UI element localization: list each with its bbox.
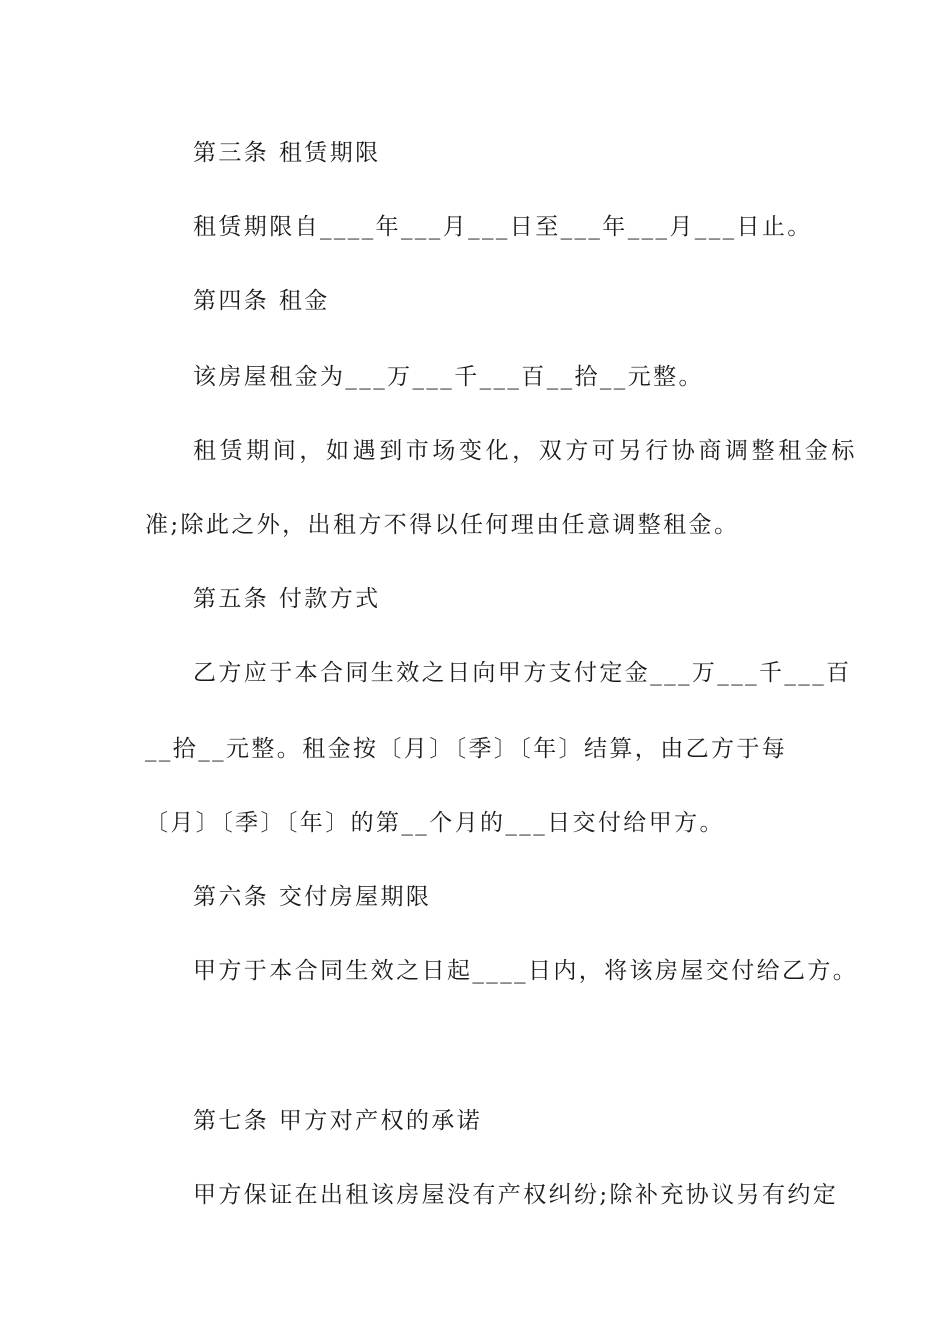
rent-adjust-text-line-2: 准;除此之外，出租方不得以任何理由任意调整租金。 xyxy=(145,512,740,538)
article-7-heading: 第七条 甲方对产权的承诺 xyxy=(193,1108,483,1134)
article-3-heading: 第三条 租赁期限 xyxy=(193,140,381,166)
delivery-term-text: 甲方于本合同生效之日起____日内，将该房屋交付给乙方。 xyxy=(193,958,859,984)
rent-adjust-text-line-1: 租赁期间，如遇到市场变化，双方可另行协商调整租金标 xyxy=(193,438,858,464)
payment-text-line-3: 〔月〕〔季〕〔年〕的第__个月的___日交付给甲方。 xyxy=(145,810,725,836)
ownership-guarantee-text: 甲方保证在出租该房屋没有产权纠纷;除补充协议另有约定 xyxy=(193,1182,839,1208)
lease-term-text: 租赁期限自____年___月___日至___年___月___日止。 xyxy=(193,214,813,240)
rent-amount-text: 该房屋租金为___万___千___百__拾__元整。 xyxy=(193,364,704,390)
article-4-heading: 第四条 租金 xyxy=(193,288,330,314)
payment-text-line-2: __拾__元整。租金按〔月〕〔季〕〔年〕结算，由乙方于每 xyxy=(145,736,788,762)
payment-text-line-1: 乙方应于本合同生效之日向甲方支付定金___万___千___百 xyxy=(193,660,852,686)
article-5-heading: 第五条 付款方式 xyxy=(193,586,381,612)
article-6-heading: 第六条 交付房屋期限 xyxy=(193,884,432,910)
